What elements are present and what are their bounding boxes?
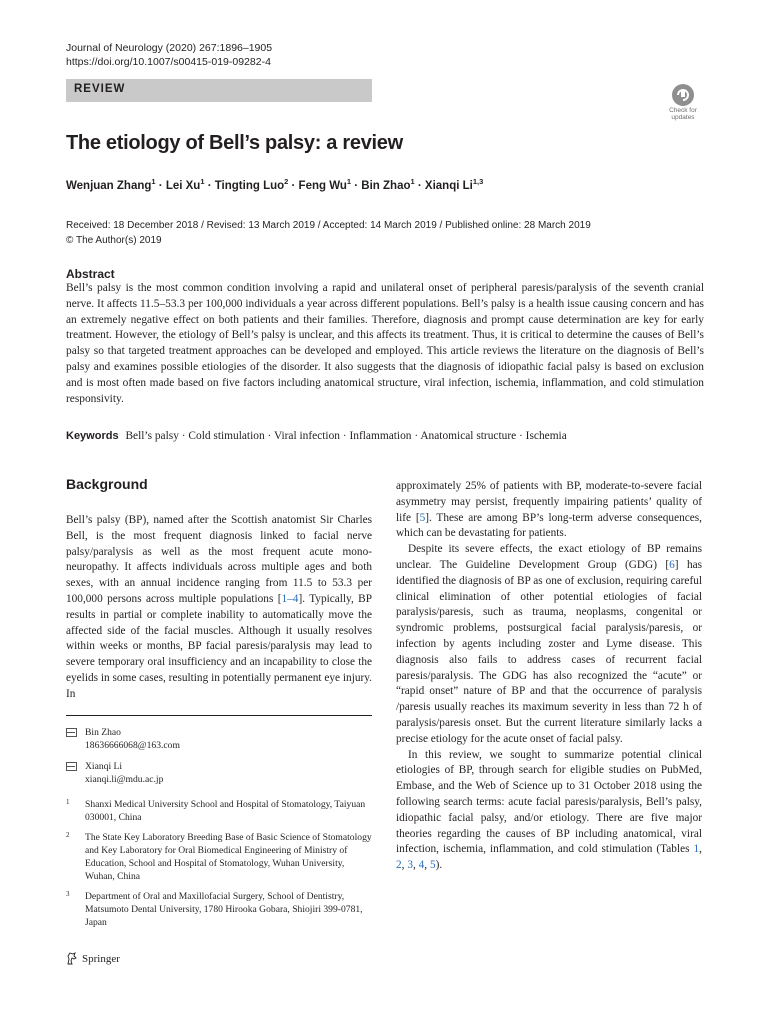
author-list: Wenjuan Zhang$^1$ · Lei $Xu^1$ · Tingting Luo$^2$ · Feng $Wu^1$ · Bin Zhao$^1$ · Xianqi Li$^{1,3}$ — [66, 177, 484, 192]
author-affiliation-mark: 1 — [151, 177, 156, 186]
article-title: The etiology of Bell’s palsy: a review — [66, 132, 403, 154]
contact-email[interactable]: xianqi.li@mdu.ac.jp — [85, 774, 164, 785]
envelope-icon — [66, 762, 77, 771]
citation-link[interactable]: 5 — [419, 511, 426, 524]
author-name: Lei Xu — [165, 179, 201, 192]
contact-name: Xianqi Li — [85, 761, 123, 772]
paragraph: approximately 25% of patients with BP, moderate-to-severe facial asymmetry may persist, frequently impairing patients’ quality of life [5]. These are among BP’s long-term adverse consequences, which can be devastating for patients. — [396, 480, 702, 540]
history-dates: Received: 18 December 2018 / Revised: 13 March 2019 / Accepted: 14 March 2019 / Published online: 28 March 2019 — [66, 220, 591, 231]
author-name: Xianqi Li — [424, 179, 473, 192]
author-affiliation-mark: 1 — [346, 177, 352, 186]
abstract-text: Bell’s palsy is the most common condition involving a rapid and unilateral onset of peripheral paresis/paralysis of the seventh cranial nerve. It affects 11.5–53.3 per 100,000 individuals a year across different populations. Bell’s palsy is a health issue causing concern and has an extremely negative effect on both patients and their families. Therefore, diagnosis and prompt cause determination are key for early treatment. However, the etiology of Bell’s palsy is unclear, and this affects its treatment. Thus, it is critical to determine the causes of Bell’s palsy so that targeted treatment approaches can be developed and employed. This article reviews the literature on the diagnosis of Bell’s palsy and examines possible etiologies of the disorder. It also suggests that the diagnosis of idiopathic facial palsy is based on exclusion and is most often made based on five factors including anatomical structure, viral infection, ischemia, inflammation, and cold stimulation responsivity. — [66, 282, 704, 405]
article-type-bar — [66, 79, 372, 102]
contact-bin-zhao — [66, 726, 372, 752]
springer-horse-icon — [66, 952, 78, 965]
author-affiliation-mark: 1 — [200, 177, 205, 186]
journal-header — [66, 41, 272, 69]
author-affiliation-mark: 1 — [410, 177, 415, 186]
check-updates-icon — [672, 84, 694, 106]
paragraph: In this review, we sought to summarize potential clinical etiologies of BP, through search for eligible studies on PubMed, Embase, and the Web of Science up to 31 October 2018 using the following search terms: acute facial paresis/paralysis, Bell’s palsy, idiopathic facial palsy, and/or etiology. There are five major theories regarding the causes of BP including anatomical, viral infection, ischemia, inflammation, and cold stimulation (Tables 1, 2, 3, 4, 5). — [396, 748, 702, 872]
contact-xianqi-li — [66, 760, 372, 786]
copyright: © The Author(s) 2019 — [66, 235, 162, 246]
contact-email[interactable]: 18636666068@163.com — [85, 740, 180, 751]
paragraph: Bell’s palsy (BP), named after the Scottish anatomist Sir Charles Bell, is the most frequent diagnosis linked to facial nerve palsy/paralysis as well as the most frequent acute mono-neuropathy. It affects individuals across multiple ages and both sexes, with an annual incidence ranging from 11.5 to 53.3 per 100,000 persons across multiple populations [1–4]. Typically, BP results in partial or complete inability to automatically move the affected side of the facial muscles. Although it usually resolves within weeks or months, BP facial paresis/paralysis may lead to severe temporary oral insufficiency and an incapability to close the eyelids in some cases, resulting in potentially permanent eye injury. In — [66, 514, 372, 700]
footnote-divider — [66, 715, 372, 716]
affiliation-2: 2 The State Key Laboratory Breeding Base of Basic Science of Stomatology and Key Laboratory for Oral Biomedical Engineering of Ministry of Education, School and Hospital of Stomatology, Wuhan University, Wuhan, China — [66, 831, 372, 882]
check-for-updates-badge[interactable] — [664, 84, 702, 124]
author-name: Wenjuan Zhang — [66, 179, 152, 192]
left-column-text — [66, 513, 372, 703]
paragraph: Despite its severe effects, the exact etiology of BP remains unclear. The Guideline Development Group (GDG) [6] has identified the diagnosis of BP as one of exclusion, requiring careful clinical elimination of other potential etiologies of facial paralysis/paresis, such as trauma, neoplasms, congenital or syndromic problems, postsurgical facial paralysis/paresis, or infection by agents including zoster and Lyme disease. This diagnosis also fails to address cases of recurrent facial paresis/paralysis. The GDG has also recognized the “acute” or “rapid onset” nature of BP and that the occurrence of paralysis /paresis usually reaches its maximum severity in less than 72 h of paralysis/paresis onset. But the current literature similarly lacks a precise etiology for the acute onset of facial palsy. — [396, 543, 702, 745]
table-link[interactable]: 1 — [693, 843, 700, 856]
envelope-icon — [66, 728, 77, 737]
journal-citation: Journal of Neurology (2020) 267:1896–1905 — [66, 42, 273, 54]
keywords-heading: Keywords — [66, 430, 119, 442]
contact-name: Bin Zhao — [85, 727, 121, 738]
keywords — [66, 430, 706, 442]
author-name: Bin Zhao — [361, 179, 411, 192]
citation-link[interactable]: 6 — [669, 558, 675, 571]
table-link[interactable]: 2 — [396, 859, 402, 872]
publisher-name: Springer — [82, 952, 120, 965]
table-link[interactable]: 5 — [429, 859, 436, 872]
author-affiliation-mark: 1,3 — [472, 177, 484, 186]
abstract-heading: Abstract — [66, 267, 115, 281]
affiliation-3: 3 Department of Oral and Maxillofacial Surgery, School of Dentistry, Matsumoto Dental University, 1780 Hirooka Gobara, Shiojiri 399-0781, Japan — [66, 890, 363, 928]
author-affiliation-mark: 2 — [284, 177, 289, 186]
table-link[interactable]: 4 — [418, 859, 425, 872]
publisher-footer — [66, 952, 120, 965]
right-column-text — [396, 479, 702, 874]
citation-link[interactable]: 1–4 — [281, 592, 299, 605]
affiliation-1: 1 Shanxi Medical University School and Hospital of Stomatology, Taiyuan 030001, China — [66, 798, 366, 823]
author-name: Tingting Luo — [214, 179, 285, 192]
doi-link[interactable]: https://doi.org/10.1007/s00415-019-09282-4 — [66, 56, 271, 68]
badge-label: Check for updates — [669, 107, 697, 121]
background-heading: Background — [66, 476, 148, 492]
article-dates — [66, 218, 591, 248]
author-name: Feng Wu — [298, 179, 347, 192]
keywords-list: Bell’s palsy · Cold stimulation · Viral infection · Inflammation · Anatomical structure · Ischemia — [125, 430, 567, 442]
table-link[interactable]: 3 — [407, 859, 413, 872]
article-type-label: REVIEW — [74, 83, 126, 95]
